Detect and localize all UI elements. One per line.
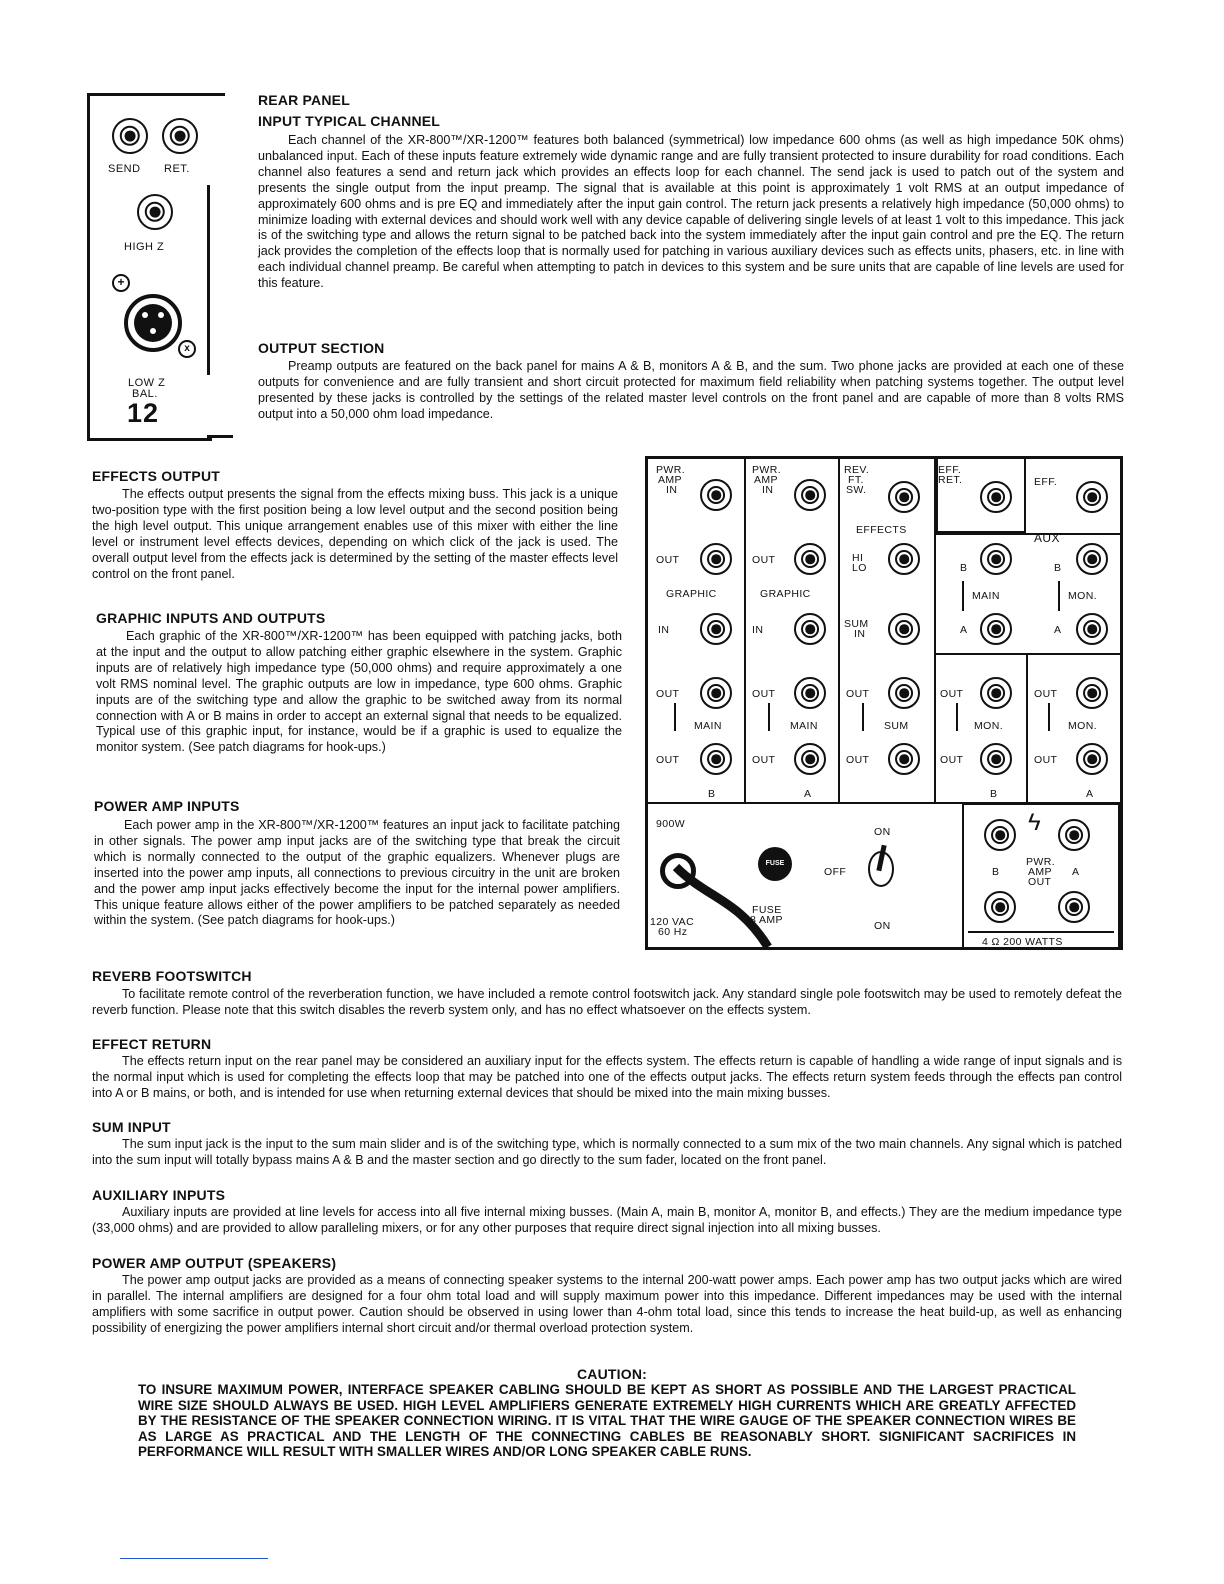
sum-input-heading: SUM INPUT bbox=[92, 1119, 171, 1135]
graphic-inputs-heading: GRAPHIC INPUTS AND OUTPUTS bbox=[96, 610, 326, 626]
footer-rule bbox=[120, 1558, 268, 1559]
plus-terminal-icon: + bbox=[112, 274, 130, 292]
rear-panel-heading: REAR PANEL bbox=[258, 92, 350, 108]
reverb-footswitch-text: To facilitate remote control of the reverberation function, we have included a remote control footswitch jack. Any standard single pole footswitch may be used to remotely defeat the reverb function. Please note that this switch disables the reverb system only, and has no effect whatsoever on the effects system. bbox=[92, 987, 1122, 1017]
output-section-text: Preamp outputs are featured on the back panel for mains A & B, monitors A & B, and the sum. Two phone jacks are provided at each one of these outputs for convenience and are fully transient and short circuit protected for maximum field reliability when patching systems together. The output level presented by these jacks is controlled by the settings of the related master level controls on the front panel and are capable of more than 8 volts RMS output into a 50,000 ohm load impedance. bbox=[258, 359, 1124, 421]
input-typical-channel-heading: INPUT TYPICAL CHANNEL bbox=[258, 113, 441, 129]
graphic-out-a-jack[interactable] bbox=[794, 543, 826, 575]
power-amp-out-b-jack-2[interactable] bbox=[984, 891, 1016, 923]
sum-out-jack-2[interactable] bbox=[888, 743, 920, 775]
sum-out-jack-1[interactable] bbox=[888, 677, 920, 709]
power-rating-label: 900W bbox=[656, 818, 686, 830]
mon-out-a-jack-2[interactable] bbox=[1076, 743, 1108, 775]
send-label: SEND bbox=[108, 163, 141, 175]
watts-label: 4 Ω 200 WATTS bbox=[982, 936, 1063, 948]
power-amp-out-a-jack-1[interactable] bbox=[1058, 819, 1090, 851]
mon-out-b-jack-1[interactable] bbox=[980, 677, 1012, 709]
lightning-icon: ϟ bbox=[1028, 809, 1041, 836]
reverb-footswitch-heading: REVERB FOOTSWITCH bbox=[92, 968, 252, 984]
high-z-jack-icon bbox=[137, 194, 173, 230]
mon-out-a-jack-1[interactable] bbox=[1076, 677, 1108, 709]
aux-main-b-jack[interactable] bbox=[980, 543, 1012, 575]
auxiliary-inputs-heading: AUXILIARY INPUTS bbox=[92, 1187, 226, 1203]
main-out-a-jack-2[interactable] bbox=[794, 743, 826, 775]
strip-bottom-border bbox=[207, 435, 233, 438]
switch-on-label-2: ON bbox=[874, 920, 891, 932]
pwr-amp-in-b-jack[interactable] bbox=[700, 479, 732, 511]
caution-heading: CAUTION: bbox=[576, 1366, 648, 1382]
ground-terminal-icon: x bbox=[178, 340, 196, 358]
power-amp-output-heading: POWER AMP OUTPUT (SPEAKERS) bbox=[92, 1255, 337, 1271]
effects-output-jack[interactable] bbox=[888, 543, 920, 575]
strip-top-border bbox=[207, 93, 225, 96]
effect-return-jack[interactable] bbox=[980, 481, 1012, 513]
main-out-b-jack-1[interactable] bbox=[700, 677, 732, 709]
low-z-label: LOW Z bbox=[128, 377, 166, 389]
bal-label: BAL. bbox=[132, 388, 158, 400]
fuse-holder-icon[interactable]: FUSE bbox=[758, 847, 792, 881]
power-amp-out-a-jack-2[interactable] bbox=[1058, 891, 1090, 923]
pwr-amp-in-a-jack[interactable] bbox=[794, 479, 826, 511]
mon-out-b-jack-2[interactable] bbox=[980, 743, 1012, 775]
graphic-in-b-jack[interactable] bbox=[700, 613, 732, 645]
power-amp-inputs-text: Each power amp in the XR-800™/XR-1200™ features an input jack to facilitate patching in other signals. The power amp input jacks are of the switching type that break the circuit which is normally connected to the output of the graphic equalizers. Whenever plugs are inserted into the power amp inputs, all connections to previous circuitry in the unit are broken and the power amp input jacks effectively become the input for the internal power amplifiers. This unique feature allows either of the power amplifiers to be patched separately as needed within the system. (See patch diagrams for hook-ups.) bbox=[94, 818, 620, 928]
high-z-label: HIGH Z bbox=[124, 241, 165, 253]
aux-mon-b-jack[interactable] bbox=[1076, 543, 1108, 575]
power-switch-icon[interactable] bbox=[868, 851, 894, 887]
return-label: RET. bbox=[164, 163, 190, 175]
effects-output-heading: EFFECTS OUTPUT bbox=[92, 468, 221, 484]
reverb-footswitch-jack[interactable] bbox=[888, 481, 920, 513]
aux-mon-a-jack[interactable] bbox=[1076, 613, 1108, 645]
input-typical-channel-text: Each channel of the XR-800™/XR-1200™ features both balanced (symmetrical) low impedance 600 ohms (as well as high impedance 50K ohms) unbalanced input. Each of these inputs feature extremely wide dynamic range and are fully transient protected to insure durability for road conditions. Each channel also features a send and return jack which provides an effects loop for each channel. The send jack is used to patch out of the system and presents the single output from the input preamp. The signal that is available at this point is approximately 1 volt RMS at an output impedance of approximately 600 ohms and is pre EQ and immediately after the input gain control. The return jack presents a relatively high impedance (50,000 ohms) to minimize loading with external devices and should work well with any device capable of delivering single levels of at least 1 volt to this impedance. This jack is of the switching type and allows the return signal to be patched back into the system immediately after the input gain control and pre the EQ. The return jack provides the completion of the effects loop that is normally used for patching in various auxiliary devices such as effects units, phasers, etc. in line with each individual channel preamp. Be careful when attempting to patch in devices to this system and be sure units that are capable of line levels are used for this feature. bbox=[258, 133, 1124, 291]
xlr-jack-icon bbox=[124, 294, 182, 352]
power-amp-output-text: The power amp output jacks are provided as a means of connecting speaker systems to the internal 200-watt power amps. Each power amp has two output jacks which are wired in parallel. The internal amplifiers are designed for a four ohm total load and will supply maximum power into this impedance. Different impedances may be used with the internal amplifiers with some sacrifice in output power. Caution should be observed in using lower than 4-ohm total load, since this tends to increase the heat build-up, as well as enhancing possibility of energizing the power amplifiers internal short circuit and/or thermal overload protection system. bbox=[92, 1273, 1122, 1335]
auxiliary-inputs-text: Auxiliary inputs are provided at line levels for access into all five internal mixing busses. (Main A, main B, monitor A, monitor B, and effects.) They are the medium impedance type (33,000 ohms) and are provided to allow paralleling mixers, or for any other purposes that require direct signal injection into all mixing busses. bbox=[92, 1205, 1122, 1235]
power-amp-inputs-heading: POWER AMP INPUTS bbox=[94, 798, 240, 814]
graphic-in-a-jack[interactable] bbox=[794, 613, 826, 645]
rear-patch-panel-diagram: PWR. AMP IN OUT GRAPHIC IN OUT MAIN OUT B PWR. AMP IN OUT GRAPHIC IN OUT MAIN OUT A REV. FT. SW. EFFECTS HI LO SUM IN OUT SUM OUT EFF. RET. B MAIN A OUT MON. OUT B EFF. AUX B MON. A OUT MON. OUT A 900W 120 VAC 60 Hz FUSE FUSE 8 AMP ON OFF ON ϟ PWR. AMP OUT B A 4 Ω 200 WATTS bbox=[645, 456, 1123, 950]
sum-in-jack[interactable] bbox=[888, 613, 920, 645]
graphic-inputs-text: Each graphic of the XR-800™/XR-1200™ has been equipped with patching jacks, both at the input and the output to allow patching either graphic elsewhere in the system. Graphic inputs are of relatively high impedance type (50,000 ohms) and require approximately a one volt RMS nominal level. The graphic outputs are low in impedance, type 600 ohms. Graphic inputs are of the switching type and allow the graphic to be switched away from its normal connection with A or B mains in order to accept an external signal that needs to be equalized. Typical use of this graphic input, for instance, would be if a graphic is used to equalize the monitor system. (See patch diagrams for hook-ups.) bbox=[96, 629, 622, 755]
graphic-out-b-jack[interactable] bbox=[700, 543, 732, 575]
aux-main-a-jack[interactable] bbox=[980, 613, 1012, 645]
return-jack-icon bbox=[162, 118, 198, 154]
effect-return-text: The effects return input on the rear panel may be considered an auxiliary input for the effects system. The effects return is capable of handling a wide range of input signals and is the normal input which is used for completing the effects loop that may be patched into one of the effects output jacks. The effects return system feeds through the effects pan control into A or B mains, or both, and is intended for use when returning external devices that should be mixed into the main mixing busses. bbox=[92, 1054, 1122, 1100]
output-section-heading: OUTPUT SECTION bbox=[258, 340, 385, 356]
effects-output-text: The effects output presents the signal from the effects mixing buss. This jack is a unique two-position type with the first position being a low level output and the second position being the high level output. This unique arrangement enables use of this mixer with either the line level or instrument level effects devices, depending on which click of the jack is used. The overall output level from the effects jack is determined by the setting of the master effects level control on the front panel. bbox=[92, 487, 618, 581]
effects-send-jack[interactable] bbox=[1076, 481, 1108, 513]
main-out-b-jack-2[interactable] bbox=[700, 743, 732, 775]
channel-number: 12 bbox=[127, 398, 160, 428]
power-amp-out-b-jack-1[interactable] bbox=[984, 819, 1016, 851]
strip-right-border bbox=[207, 185, 210, 375]
effect-return-heading: EFFECT RETURN bbox=[92, 1036, 212, 1052]
channel-strip-diagram bbox=[87, 93, 212, 441]
main-out-a-jack-1[interactable] bbox=[794, 677, 826, 709]
sum-input-text: The sum input jack is the input to the sum main slider and is of the switching type, which is normally connected to a sum mix of the two main channels. Any signal which is patched into the sum input will totally bypass mains A & B and the master section and go directly to the sum fader, located on the front panel. bbox=[92, 1137, 1122, 1167]
caution-text: TO INSURE MAXIMUM POWER, INTERFACE SPEAKER CABLING SHOULD BE KEPT AS SHORT AS POSSIBLE AND THE LARGEST PRACTICAL WIRE SIZE SHOULD ALWAYS BE USED. HIGH LEVEL AMPLIFIERS GENERATE EXTREMELY HIGH CURRENTS WHICH ARE GREATLY AFFECTED BY THE RESISTANCE OF THE SPEAKER CONNECTION WIRING. IT IS VITAL THAT THE WIRE GAUGE OF THE SPEAKER CONNECTION WIRES BE AS LARGE AS PRACTICAL AND THE LENGTH OF THE CONNECTING CABLES BE REASONABLY SHORT. SIGNIFICANT SACRIFICES IN PERFORMANCE WILL RESULT WITH SMALLER WIRES AND/OR LONG SPEAKER CABLE RUNS. bbox=[138, 1382, 1076, 1460]
switch-off-label: OFF bbox=[824, 866, 847, 878]
switch-on-label: ON bbox=[874, 826, 891, 838]
send-jack-icon bbox=[112, 118, 148, 154]
